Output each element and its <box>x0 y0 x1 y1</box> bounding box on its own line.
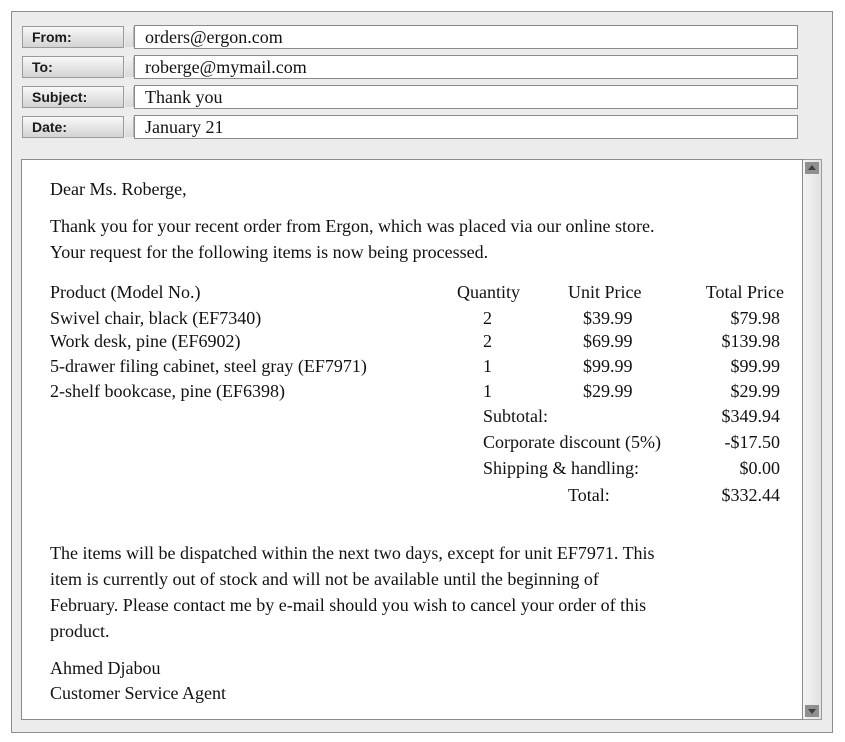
subject-field[interactable]: Thank you <box>134 85 798 109</box>
row-unit-price: $69.99 <box>583 331 633 351</box>
to-field[interactable]: roberge@mymail.com <box>134 55 798 79</box>
shipping-label: Shipping & handling: <box>483 458 640 478</box>
message-scrollbar[interactable] <box>803 159 822 720</box>
discount-label: Corporate discount (5%) <box>483 432 661 452</box>
intro-line-1: Thank you for your recent order from Ergon, which was placed via our online store. <box>50 216 655 236</box>
col-header-quantity: Quantity <box>457 282 520 302</box>
date-row <box>12 114 834 140</box>
subject-row <box>12 84 834 110</box>
from-label: From: <box>22 26 124 48</box>
to-label: To: <box>22 56 124 78</box>
col-header-product: Product (Model No.) <box>50 282 201 302</box>
row-total-price: $139.98 <box>721 331 780 351</box>
from-field[interactable]: orders@ergon.com <box>134 25 798 49</box>
row-total-price: $79.98 <box>730 308 780 328</box>
subject-label: Subject: <box>22 86 124 108</box>
intro-line-2: Your request for the following items is now being processed. <box>50 242 489 262</box>
row-unit-price: $99.99 <box>583 356 633 376</box>
from-row <box>12 24 834 50</box>
row-product: Swivel chair, black (EF7340) <box>50 308 262 328</box>
closing-line-4: product. <box>50 621 110 641</box>
col-header-unit-price: Unit Price <box>568 282 642 302</box>
row-total-price: $99.99 <box>730 356 780 376</box>
date-separator <box>125 117 134 137</box>
email-window <box>11 11 833 733</box>
row-quantity: 1 <box>483 381 492 401</box>
signature-name: Ahmed Djabou <box>50 658 161 678</box>
discount-value: -$17.50 <box>724 432 780 452</box>
to-separator <box>125 57 134 77</box>
signature-title: Customer Service Agent <box>50 683 226 703</box>
closing-line-3: February. Please contact me by e-mail should you wish to cancel your order of this <box>50 595 647 615</box>
row-product: 5-drawer filing cabinet, steel gray (EF7971) <box>50 356 367 376</box>
message-body[interactable] <box>21 159 803 720</box>
total-value: $332.44 <box>721 485 780 505</box>
row-unit-price: $29.99 <box>583 381 633 401</box>
row-total-price: $29.99 <box>730 381 780 401</box>
row-product: Work desk, pine (EF6902) <box>50 331 241 351</box>
col-header-total-price: Total Price <box>705 282 784 302</box>
greeting: Dear Ms. Roberge, <box>50 179 187 199</box>
row-quantity: 2 <box>483 308 492 328</box>
subtotal-value: $349.94 <box>721 406 780 426</box>
date-label: Date: <box>22 116 124 138</box>
row-quantity: 2 <box>483 331 492 351</box>
chevron-up-icon[interactable] <box>805 162 819 174</box>
closing-line-1: The items will be dispatched within the next two days, except for unit EF7971. This <box>50 543 655 563</box>
date-field[interactable]: January 21 <box>134 115 798 139</box>
subtotal-label: Subtotal: <box>483 406 549 426</box>
from-separator <box>125 27 134 47</box>
total-label: Total: <box>568 485 610 505</box>
shipping-value: $0.00 <box>739 458 780 478</box>
row-product: 2-shelf bookcase, pine (EF6398) <box>50 381 285 401</box>
to-row <box>12 54 834 80</box>
chevron-down-icon[interactable] <box>805 705 819 717</box>
row-unit-price: $39.99 <box>583 308 633 328</box>
row-quantity: 1 <box>483 356 492 376</box>
subject-separator <box>125 87 134 107</box>
closing-line-2: item is currently out of stock and will not be available until the beginning of <box>50 569 599 589</box>
